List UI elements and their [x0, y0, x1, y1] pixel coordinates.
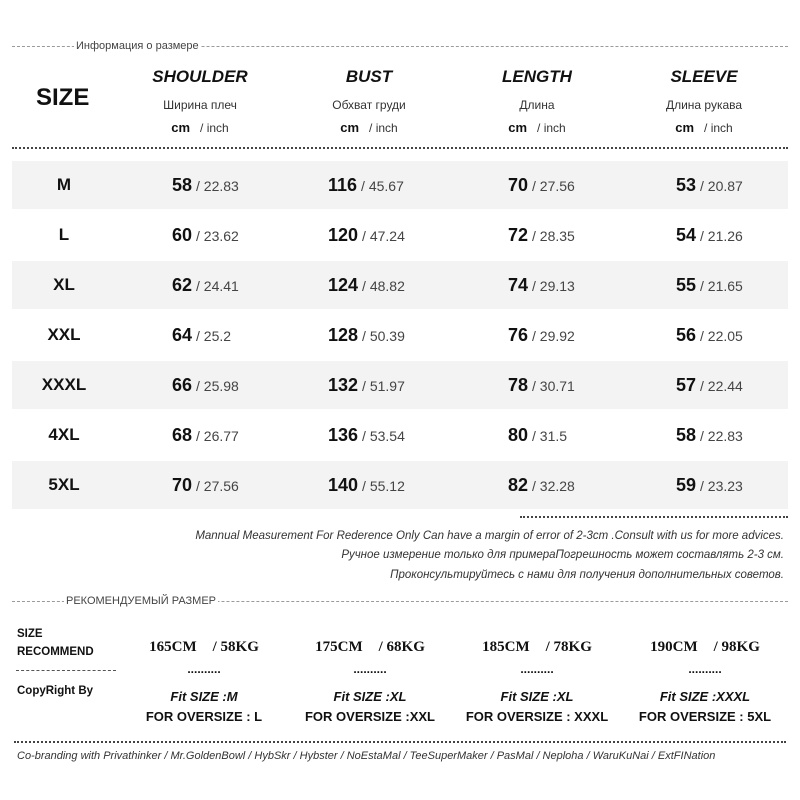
shoulder-value: 66 / 25.98	[172, 375, 239, 395]
oversize-size: FOR OVERSIZE :XXL	[304, 709, 435, 724]
header-bust-unit	[294, 120, 444, 136]
table-row	[12, 461, 788, 509]
fit-size: Fit SIZE :XL	[500, 689, 574, 704]
measurement-note-ru-1: Ручное измерение только для примераПогрешность может составлять 2-3 см.	[341, 549, 784, 561]
header-bust	[294, 66, 444, 136]
recommend-section-label: РЕКОМЕНДУЕМЫЙ РАЗМЕР	[66, 595, 217, 607]
height-weight: 190CM / 98KG	[650, 639, 760, 655]
recommend-item	[285, 636, 455, 726]
header-sleeve-en: SLEEVE	[670, 67, 738, 86]
fit-size: Fit SIZE :M	[170, 689, 238, 704]
bust-value: 140 / 55.12	[328, 475, 405, 495]
length-value: 74 / 29.13	[508, 275, 575, 295]
table-row	[12, 411, 788, 459]
length-value: 72 / 28.35	[508, 225, 575, 245]
fit-size: Fit SIZE :XL	[333, 689, 407, 704]
shoulder-value: 58 / 22.83	[172, 175, 239, 195]
shoulder-value: 60 / 23.62	[172, 225, 239, 245]
unit-cm: cm	[171, 120, 191, 135]
length-value: 76 / 29.92	[508, 325, 575, 345]
footer-dotted-divider	[14, 741, 786, 743]
size-recommend-line1: SIZE	[17, 628, 43, 640]
size-label: L	[58, 225, 70, 244]
bust-value: 132 / 51.97	[328, 375, 405, 395]
header-length-unit	[462, 120, 612, 136]
table-row	[12, 261, 788, 309]
table-row	[12, 161, 788, 209]
header-shoulder-ru: Ширина плеч	[163, 98, 237, 112]
table-row	[12, 311, 788, 359]
header-dotted-divider	[12, 147, 788, 149]
bust-value: 120 / 47.24	[328, 225, 405, 245]
size-label: XXL	[47, 325, 81, 344]
sleeve-value: 58 / 22.83	[676, 425, 743, 445]
oversize-size: FOR OVERSIZE : L	[145, 709, 263, 724]
oversize-size: FOR OVERSIZE : XXXL	[465, 709, 609, 724]
dots-separator: ..........	[353, 662, 387, 676]
table-row	[12, 211, 788, 259]
sleeve-value: 57 / 22.44	[676, 375, 743, 395]
size-label: XL	[53, 275, 75, 294]
header-shoulder	[125, 66, 275, 136]
table-bottom-dotted-divider	[520, 516, 788, 518]
length-value: 78 / 30.71	[508, 375, 575, 395]
copyright-label: CopyRight By	[17, 685, 94, 697]
unit-inch: / inch	[200, 121, 229, 135]
unit-cm: cm	[340, 120, 360, 135]
size-recommend-label	[17, 625, 94, 661]
header-length-en: LENGTH	[502, 67, 572, 86]
header-length-ru: Длина	[519, 98, 555, 112]
unit-inch: / inch	[537, 121, 566, 135]
oversize-size: FOR OVERSIZE : 5XL	[638, 709, 772, 724]
size-label: 4XL	[48, 425, 80, 444]
fit-size: Fit SIZE :XXXL	[659, 689, 751, 704]
recommend-item	[119, 636, 289, 726]
sleeve-value: 59 / 23.23	[676, 475, 743, 495]
bust-value: 136 / 53.54	[328, 425, 405, 445]
unit-inch: / inch	[704, 121, 733, 135]
dots-separator: ..........	[688, 662, 722, 676]
shoulder-value: 62 / 24.41	[172, 275, 239, 295]
header-sleeve-ru: Длина рукава	[665, 98, 743, 112]
header-sleeve	[629, 66, 779, 136]
info-section-label: Информация о размере	[76, 40, 199, 52]
header-bust-ru: Обхват груди	[332, 98, 406, 112]
height-weight: 165CM / 58KG	[149, 639, 259, 655]
length-value: 80 / 31.5	[508, 425, 568, 445]
unit-inch: / inch	[369, 121, 398, 135]
header-shoulder-en: SHOULDER	[152, 67, 248, 86]
header-bust-en: BUST	[345, 67, 393, 86]
header-shoulder-unit	[125, 120, 275, 136]
measurement-note-en: Mannual Measurement For Rederence Only Can have a margin of error of 2-3cm .Consult with us for more advices.	[195, 530, 784, 542]
sleeve-value: 55 / 21.65	[676, 275, 743, 295]
co-branding-credits: Co-branding with Privathinker / Mr.GoldenBowl / HybSkr / Hybster / NoEstaMal / TeeSuperMaker / PasMal / Neploha / WaruKuNai / ExtFINation	[17, 750, 716, 762]
size-label: M	[56, 175, 72, 194]
sleeve-value: 56 / 22.05	[676, 325, 743, 345]
shoulder-value: 68 / 26.77	[172, 425, 239, 445]
shoulder-value: 70 / 27.56	[172, 475, 239, 495]
dots-separator: ..........	[520, 662, 554, 676]
recommend-short-divider	[16, 670, 116, 671]
length-value: 82 / 32.28	[508, 475, 575, 495]
header-length	[462, 66, 612, 136]
header-sleeve-unit	[629, 120, 779, 136]
measurement-note-ru-2: Проконсультируйтесь с нами для получения дополнительных советов.	[390, 569, 784, 581]
height-weight: 185CM / 78KG	[482, 639, 592, 655]
bust-value: 116 / 45.67	[328, 175, 404, 195]
recommend-item	[452, 636, 622, 726]
unit-cm: cm	[508, 120, 528, 135]
sleeve-value: 53 / 20.87	[676, 175, 743, 195]
size-column-title: SIZE	[36, 84, 90, 111]
unit-cm: cm	[675, 120, 695, 135]
size-label: XXXL	[41, 375, 87, 394]
height-weight: 175CM / 68KG	[315, 639, 425, 655]
dots-separator: ..........	[187, 662, 221, 676]
size-label: 5XL	[48, 475, 80, 494]
size-recommend-line2: RECOMMEND	[17, 646, 94, 658]
shoulder-value: 64 / 25.2	[172, 325, 232, 345]
bust-value: 128 / 50.39	[328, 325, 405, 345]
recommend-item	[620, 636, 790, 726]
sleeve-value: 54 / 21.26	[676, 225, 743, 245]
bust-value: 124 / 48.82	[328, 275, 405, 295]
length-value: 70 / 27.56	[508, 175, 575, 195]
table-row	[12, 361, 788, 409]
